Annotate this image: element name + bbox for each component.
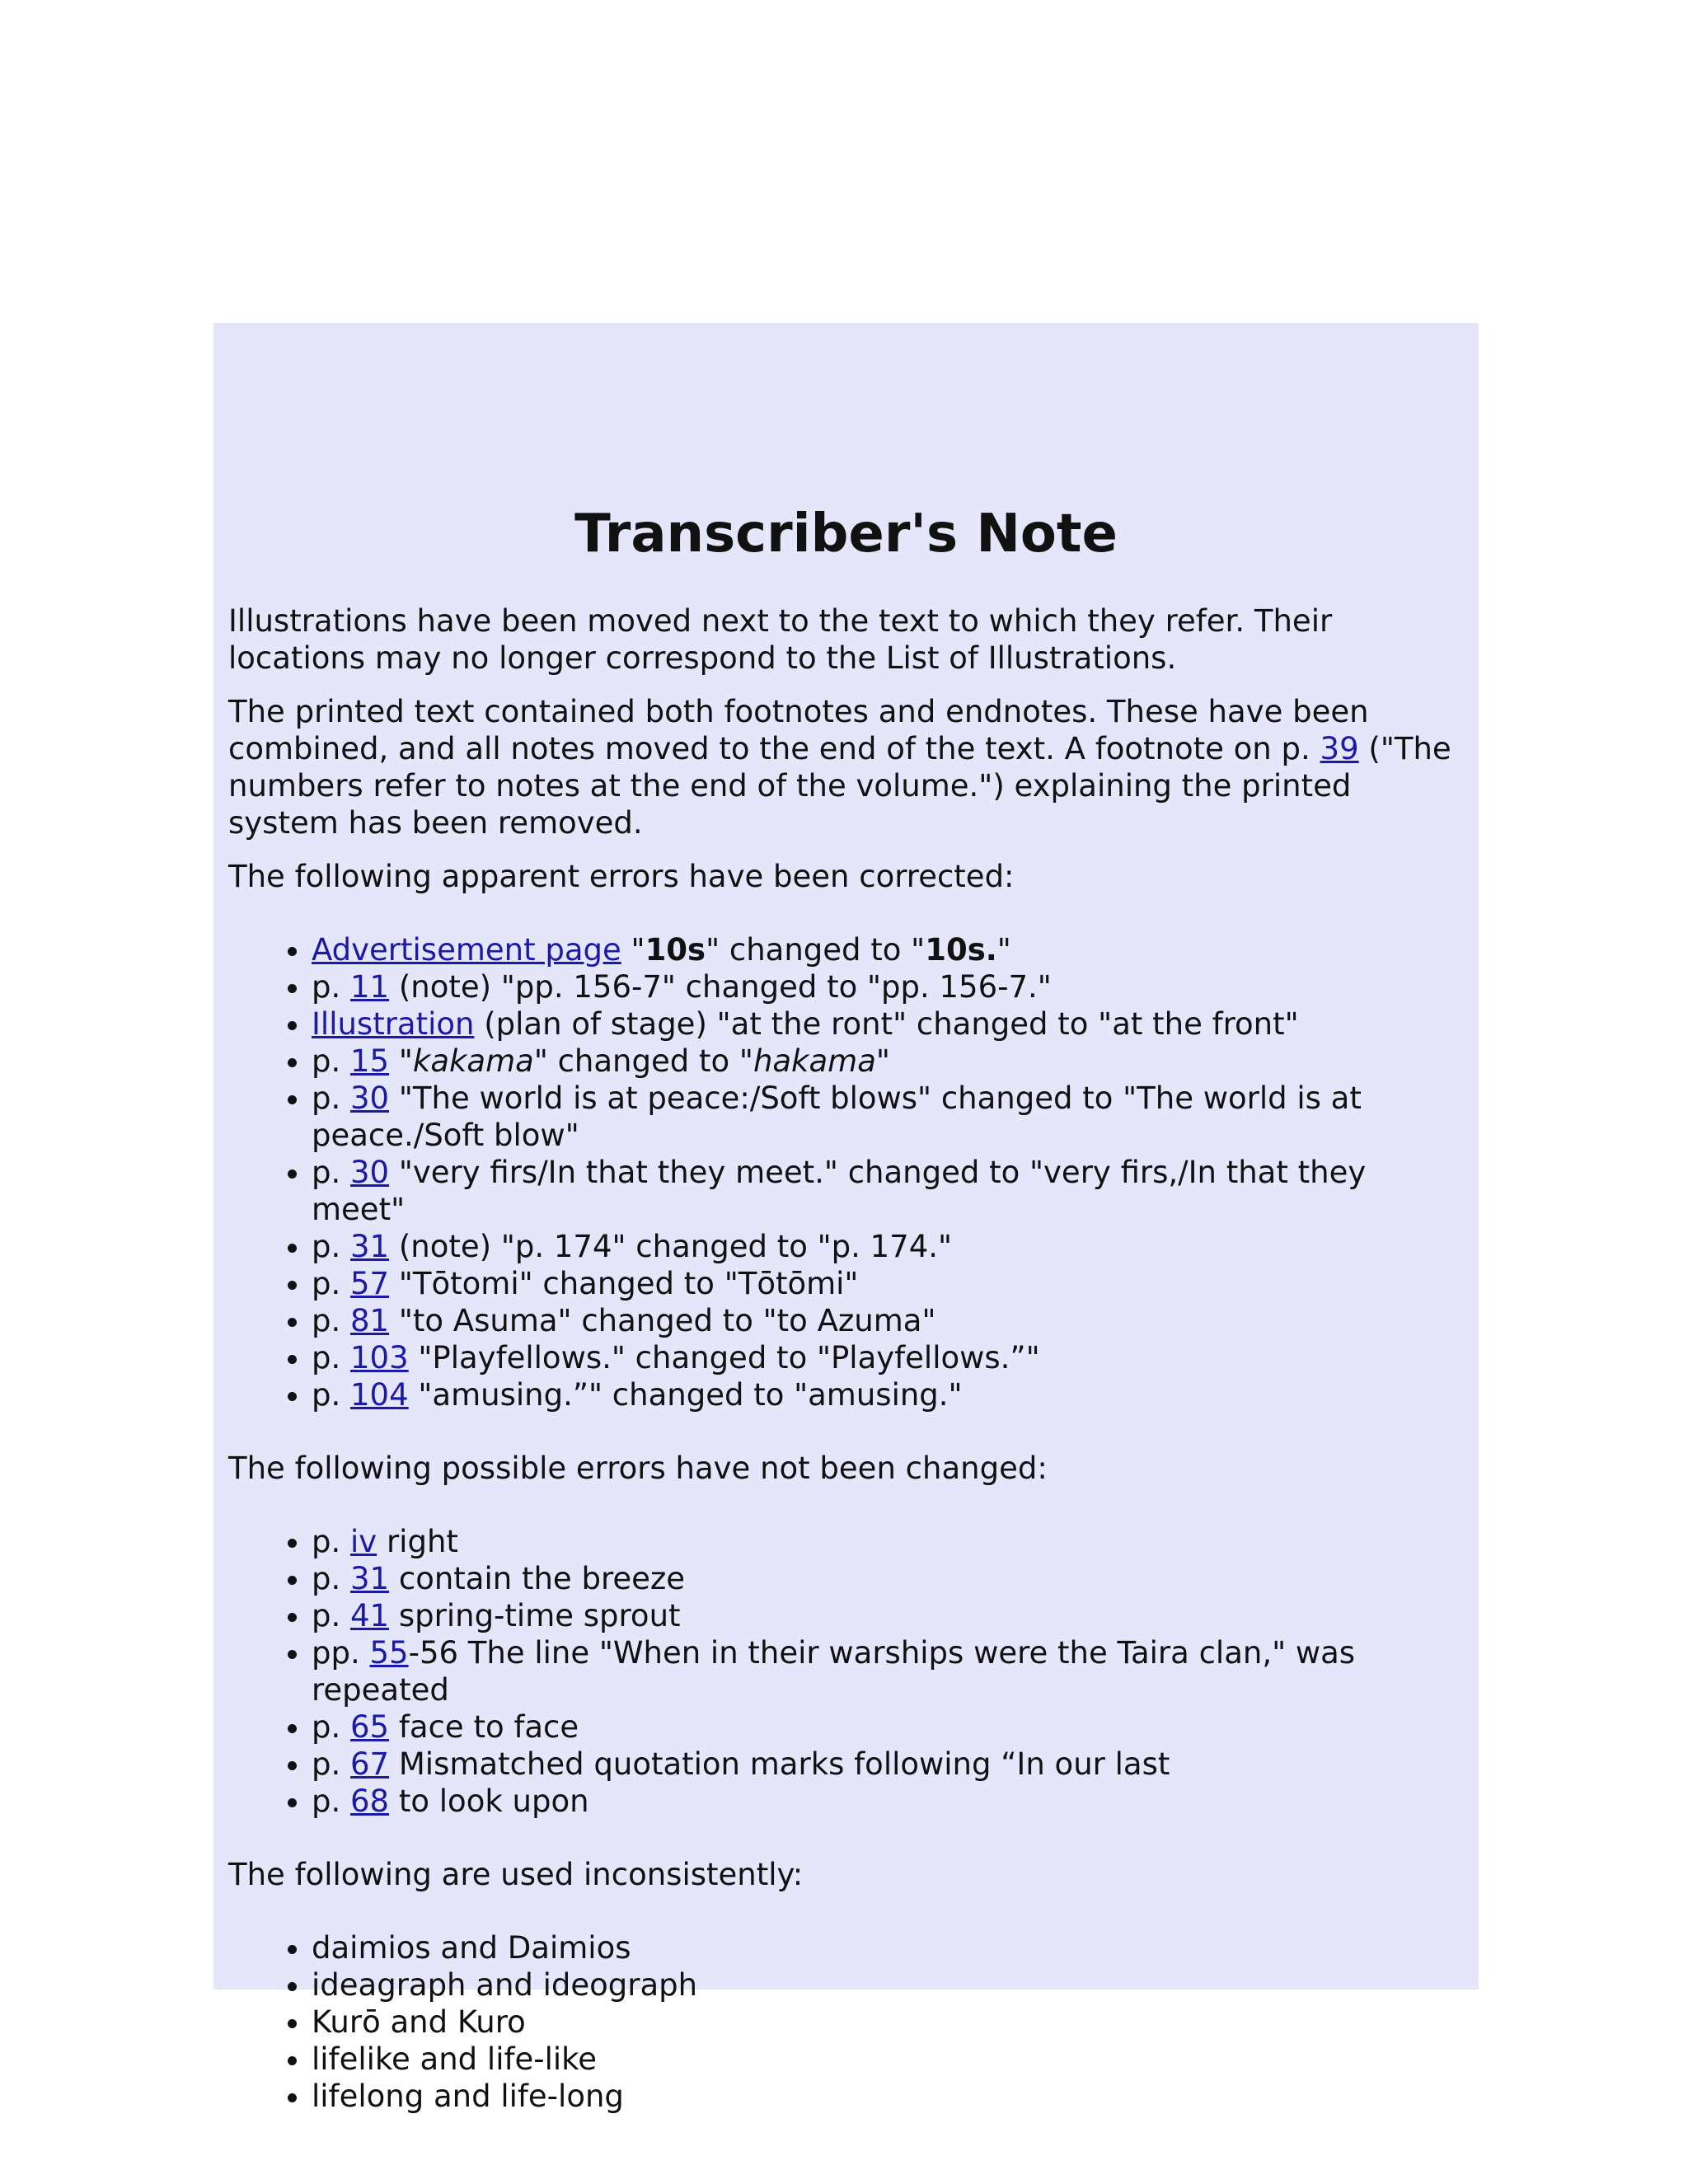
list-item: • Kurō and Kuro — [312, 2004, 1464, 2041]
page-link[interactable]: iv — [350, 1523, 377, 1559]
list-item: • p. 81 "to Asuma" changed to "to Azuma" — [312, 1302, 1464, 1339]
page-link[interactable]: 31 — [350, 1560, 390, 1596]
notes-text-pre: The printed text contained both footnotes and endnotes. These have been combined, and all notes moved to the end of the text. A footnote on p. — [228, 693, 1369, 766]
inconsistent-list — [228, 1929, 1464, 2115]
notes-paragraph — [228, 693, 1464, 841]
list-item: • lifelong and life-long — [312, 2078, 1464, 2115]
page-link[interactable]: 81 — [350, 1302, 390, 1338]
list-item: • p. 65 face to face — [312, 1708, 1464, 1746]
list-item: • p. 67 Mismatched quotation marks following “In our last — [312, 1746, 1464, 1783]
list-item: • pp. 55-56 The line "When in their warships were the Taira clan," was repeated — [312, 1634, 1464, 1708]
list-item: • ideagraph and ideograph — [312, 1966, 1464, 2004]
unchanged-intro: The following possible errors have not been changed: — [228, 1450, 1048, 1486]
page-link[interactable]: 68 — [350, 1783, 390, 1819]
page-link[interactable]: 30 — [350, 1154, 390, 1190]
page-link[interactable]: 30 — [350, 1080, 390, 1116]
illustrations-paragraph: Illustrations have been moved next to the text to which they refer. Their locations may no longer correspond to the List of Illustrations. — [228, 602, 1333, 676]
notes-text-post: ("The numbers refer to notes at the end of the volume.") explaining the printed system has been removed. — [228, 730, 1451, 841]
page-link[interactable]: 57 — [350, 1265, 390, 1301]
list-item: • p. 31 contain the breeze — [312, 1560, 1464, 1597]
transcribers-note-box — [213, 323, 1479, 2114]
list-item: • daimios and Daimios — [312, 1929, 1464, 1966]
list-item: • Advertisement page "10s" changed to "10s." — [312, 931, 1464, 968]
list-item: • p. 104 "amusing.”" changed to "amusing." — [312, 1376, 1464, 1413]
list-item: • p. iv right — [312, 1523, 1464, 1560]
corrected-intro: The following apparent errors have been corrected: — [228, 858, 1015, 894]
corrected-list — [228, 931, 1464, 1413]
page-link[interactable]: 11 — [350, 968, 390, 1005]
page-link[interactable]: 15 — [350, 1043, 390, 1079]
page-link[interactable]: 104 — [350, 1376, 409, 1413]
list-item: • p. 68 to look upon — [312, 1783, 1464, 1820]
page-link[interactable]: 41 — [350, 1597, 390, 1633]
list-item: • Illustration (plan of stage) "at the ront" changed to "at the front" — [312, 1005, 1464, 1043]
page-link[interactable]: 67 — [350, 1746, 390, 1782]
list-item: • p. 15 "kakama" changed to "hakama" — [312, 1043, 1464, 1080]
page-title: Transcriber's Note — [574, 504, 1118, 565]
list-item: • lifelike and life-like — [312, 2041, 1464, 2078]
list-item: • p. 11 (note) "pp. 156-7" changed to "pp. 156-7." — [312, 968, 1464, 1005]
list-item: • p. 41 spring-time sprout — [312, 1597, 1464, 1634]
advertisement-page-link[interactable]: Advertisement page — [312, 931, 621, 968]
page-link[interactable]: 65 — [350, 1708, 390, 1745]
unchanged-list — [228, 1523, 1464, 1820]
list-item: • p. 31 (note) "p. 174" changed to "p. 174." — [312, 1228, 1464, 1265]
list-item: • p. 103 "Playfellows." changed to "Playfellows.”" — [312, 1339, 1464, 1376]
illustration-link[interactable]: Illustration — [312, 1005, 475, 1042]
page-link[interactable]: 55 — [369, 1634, 409, 1671]
page-link-39[interactable]: 39 — [1320, 730, 1359, 766]
page-link[interactable]: 103 — [350, 1339, 409, 1376]
inconsistent-intro: The following are used inconsistently: — [228, 1856, 804, 1892]
page-link[interactable]: 31 — [350, 1228, 390, 1264]
list-item: • p. 30 "The world is at peace:/Soft blows" changed to "The world is at peace./Soft blow" — [312, 1080, 1464, 1154]
list-item: • p. 57 "Tōtomi" changed to "Tōtōmi" — [312, 1265, 1464, 1302]
list-item: • p. 30 "very firs/In that they meet." changed to "very firs,/In that they meet" — [312, 1154, 1464, 1228]
